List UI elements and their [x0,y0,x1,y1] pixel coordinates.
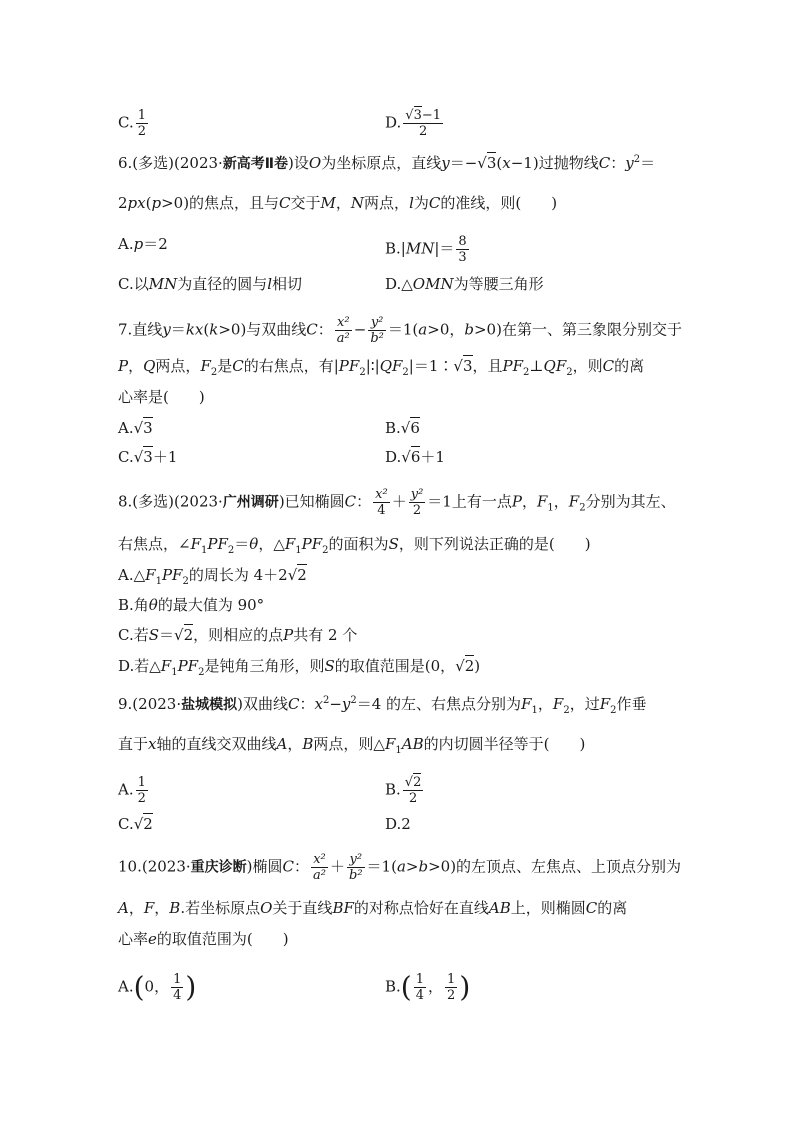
q9-option-c: C.√2 [118,815,153,833]
q6-option-a: A.p＝2 [118,235,168,253]
q8-option-d: D.若$\triangle F_1PF_2$是钝角三角形，则S的取值范围是(0，√2) [118,657,481,678]
q10-option-b: B.( $\frac{1}{4}$ ， $\frac{1}{2}$ ) [385,970,471,1004]
q10-option-a: A.(0， $\frac{1}{4}$ ) [118,970,197,1004]
q6-option-d: D.△OMN为等腰三角形 [385,275,544,293]
q9-stem-line1: 9.(2023·盐城模拟)双曲线C：$x^2-y^2=4$ 的左、右焦点分别为$F_1$，$F_2$，过$F_2$作垂 [118,695,647,716]
q10-stem-line1: 10.(2023·重庆诊断)椭圆C： $\frac{\text{x²}}{\text{a²}}$ ＋ $\frac{\text{y²}}{\text{b²}}$ ＝1(a>b>0)的左顶点、左焦点、上顶点分别为 [118,852,682,883]
q6-option-c: C.以MN为直径的圆与l相切 [118,275,303,293]
q9-option-b: B. $\frac{√2}{2}$ [385,775,422,806]
q9-stem-line2: 直于x轴的直线交双曲线A，B两点，则$\triangle F_1AB$的内切圆半径等于( ) [118,735,586,756]
q9-option-a: A. $\frac{1}{2}$ [118,775,146,806]
q6-option-b: B.|MN|＝ $\frac{8}{3}$ [385,234,467,265]
q7-stem-line2: P，Q两点，$F_2$是C的右焦点，有$|PF_2|∶|QF_2|=1∶√3$，且$PF_2\perp QF_2$，则C的离 [118,357,645,378]
q8-option-b: B.角θ的最大值为 90° [118,596,265,614]
q7-option-a: A.√3 [118,419,153,437]
q6-stem-line1: 6.(多选)(2023·新高考Ⅱ卷)设O为坐标原点，直线y＝−√3(x−1)过抛物线C：$y^2=$ [118,154,656,172]
q5-option-c: C. $\frac{1}{2}$ [118,108,146,139]
q7-stem-line3: 心率是( ) [118,388,205,406]
q8-stem-line2: 右焦点，$\angle F_1PF_2=\theta$，$\triangle F_1PF_2$的面积为S，则下列说法正确的是( ) [118,535,591,556]
q7-stem-line1: 7.直线y＝kx(k>0)与双曲线C： $\frac{\text{x²}}{\text{a²}}$ − $\frac{\text{y²}}{\text{b²}}$ ＝1(a>0，b>0)在第一、第三象限分别交于 [118,315,682,346]
q5-option-d: D. $\frac{√3-1}{2}$ [385,108,442,139]
q10-stem-line2: A，F，B.若坐标原点O关于直线BF的对称点恰好在直线AB上，则椭圆C的离 [118,899,628,917]
q6-stem-line2: 2px(p>0)的焦点，且与C交于M，N两点，l为C的准线，则( ) [118,194,558,212]
q7-option-c: C.√3＋1 [118,448,178,466]
q8-stem-line1: 8.(多选)(2023·广州调研)已知椭圆C： $\frac{\text{x²}}{4}$ ＋ $\frac{\text{y²}}{2}$ ＝1上有一点P，$F_1$，$F_2$分别为其左、 [118,487,676,518]
q8-option-c: C.若S＝√2，则相应的点P共有 2 个 [118,626,358,644]
q9-option-d: D.2 [385,815,411,833]
q10-stem-line3: 心率e的取值范围为( ) [118,930,289,948]
q7-option-d: D.√6＋1 [385,448,445,466]
q7-option-b: B.√6 [385,419,420,437]
q8-option-a: $A.\triangle F_1PF_2$的周长为 4＋2√2 [118,566,307,587]
